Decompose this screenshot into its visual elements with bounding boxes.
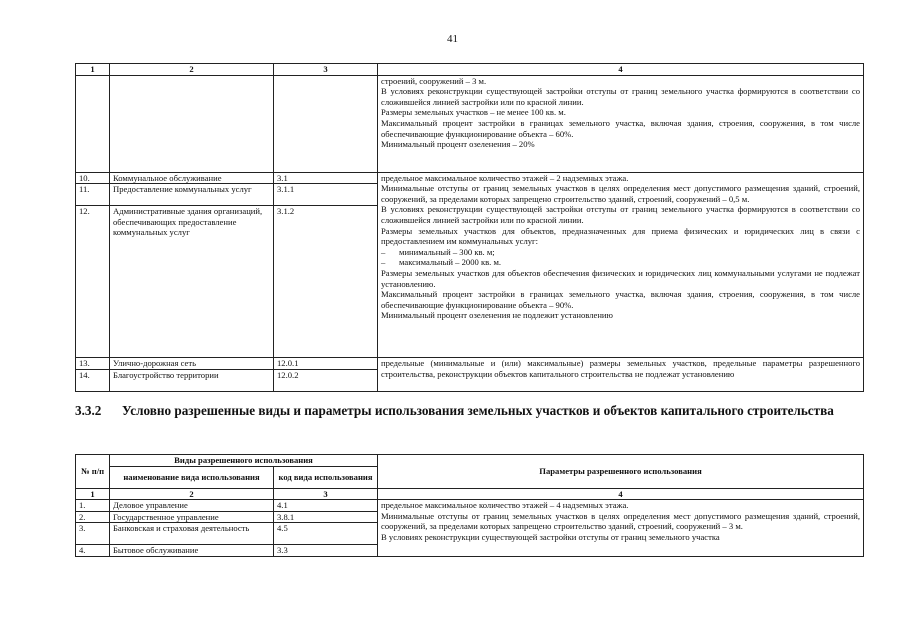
use-type-code: 3.8.1 — [274, 511, 378, 523]
row-number: 1. — [76, 500, 110, 512]
use-type-code: 4.5 — [274, 523, 378, 545]
params-cell: предельное максимальное количество этажей – 4 надземных этажа. Минимальные отступы от границ земельных участков в целях определения мест допустимого размещения зданий, строений, сооружений, за пределами которых запрещено строительство зданий, строений, сооружений – 3 м. В условиях реконструкции существующей застройки отступы от границ земельного участка — [378, 500, 864, 557]
use-type-code: 12.0.2 — [274, 369, 378, 391]
section-number: 3.3.2 — [75, 403, 102, 418]
header-use-code: код вида использования — [274, 466, 378, 488]
table-row — [76, 172, 864, 184]
row-number: 11. — [76, 184, 110, 206]
row-number: 13. — [76, 358, 110, 370]
column-number-row — [76, 64, 864, 76]
use-type-name: Бытовое обслуживание — [110, 545, 274, 557]
use-type-code: 12.0.1 — [274, 358, 378, 370]
row-number: 10. — [76, 172, 110, 184]
params-cell-continued: строений, сооружений – 3 м. В условиях реконструкции существующей застройки отступы от границ земельного участка формируются в соответствии со сложившейся линией застройки или по красной линии. Размеры земельных участков – не менее 100 кв. м. Максимальный процент застройки в границах земельного участка, включая здания, строения, сооружения, в том числе обеспечивающие функционирование объекта – 60%. Минимальный процент озеленения – 20% — [378, 75, 864, 172]
use-type-name: Улично-дорожная сеть — [110, 358, 274, 370]
page-number: 41 — [447, 33, 458, 45]
conditional-use-table — [75, 454, 864, 557]
use-type-code: 3.1 — [274, 172, 378, 184]
use-type-code: 3.1.1 — [274, 184, 378, 206]
header-use-types: Виды разрешенного использования — [110, 455, 378, 467]
col-header-3: 3 — [274, 64, 378, 76]
use-type-name: Предоставление коммунальных услуг — [110, 184, 274, 206]
row-number: 4. — [76, 545, 110, 557]
row-number: 3. — [76, 523, 110, 545]
header-params: Параметры разрешенного использования — [378, 455, 864, 489]
section-title: Условно разрешенные виды и параметры использования земельных участков и объектов капитального строительства — [122, 403, 834, 418]
use-type-name: Благоустройство территории — [110, 369, 274, 391]
header-use-name: наименование вида использования — [110, 466, 274, 488]
use-type-code: 4.1 — [274, 500, 378, 512]
row-number: 14. — [76, 369, 110, 391]
col-header-2: 2 — [110, 64, 274, 76]
row-number: 12. — [76, 206, 110, 358]
use-type-name: Государственное управление — [110, 511, 274, 523]
col-header-1: 1 — [76, 64, 110, 76]
use-type-name: Административные здания организаций, обеспечивающих предоставление коммунальных услуг — [110, 206, 274, 358]
use-type-name: Банковская и страховая деятельность — [110, 523, 274, 545]
use-type-code: 3.1.2 — [274, 206, 378, 358]
use-type-name: Коммунальное обслуживание — [110, 172, 274, 184]
row-number: 2. — [76, 511, 110, 523]
header-number: № п/п — [76, 455, 110, 489]
col-header-4: 4 — [378, 64, 864, 76]
column-number-row: 1 2 3 4 — [76, 488, 864, 500]
land-use-table-main — [75, 63, 864, 392]
table-row-continued — [76, 75, 864, 172]
table-header-row — [76, 455, 864, 467]
use-type-name: Деловое управление — [110, 500, 274, 512]
use-type-code: 3.3 — [274, 545, 378, 557]
table-row — [76, 358, 864, 370]
params-cell: предельные (минимальные и (или) максимальные) размеры земельных участков, предельные параметры разрешенного строительства, реконструкции объектов капитального строительства не подлежат установлению — [378, 358, 864, 392]
table-row — [76, 500, 864, 512]
params-cell: предельное максимальное количество этажей – 2 надземных этажа. Минимальные отступы от границ земельных участков в целях определения мест допустимого размещения зданий, строений, сооружений, за пределами которых запрещено строительство зданий, строений, сооружений – 0,5 м. В условиях реконструкции существующей застройки отступы от границ земельного участка формируются в соответствии со сложившейся линией застройки или по красной линии. Размеры земельных участков для объектов, предназначенных для приема физических и юридических лиц в связи с предоставлением им коммунальных услуг: – минимальный – 300 кв. м; – максимальный – 2000 кв. м. Размеры земельных участков для объектов обеспечения физических и юридических лиц коммунальными услугами не подлежат установлению. Максимальный процент застройки в границах земельного участка, включая здания, строения, сооружения, в том числе обеспечивающие функционирование объекта – 90%. Минимальный процент озеленения не подлежит установлению — [378, 172, 864, 358]
